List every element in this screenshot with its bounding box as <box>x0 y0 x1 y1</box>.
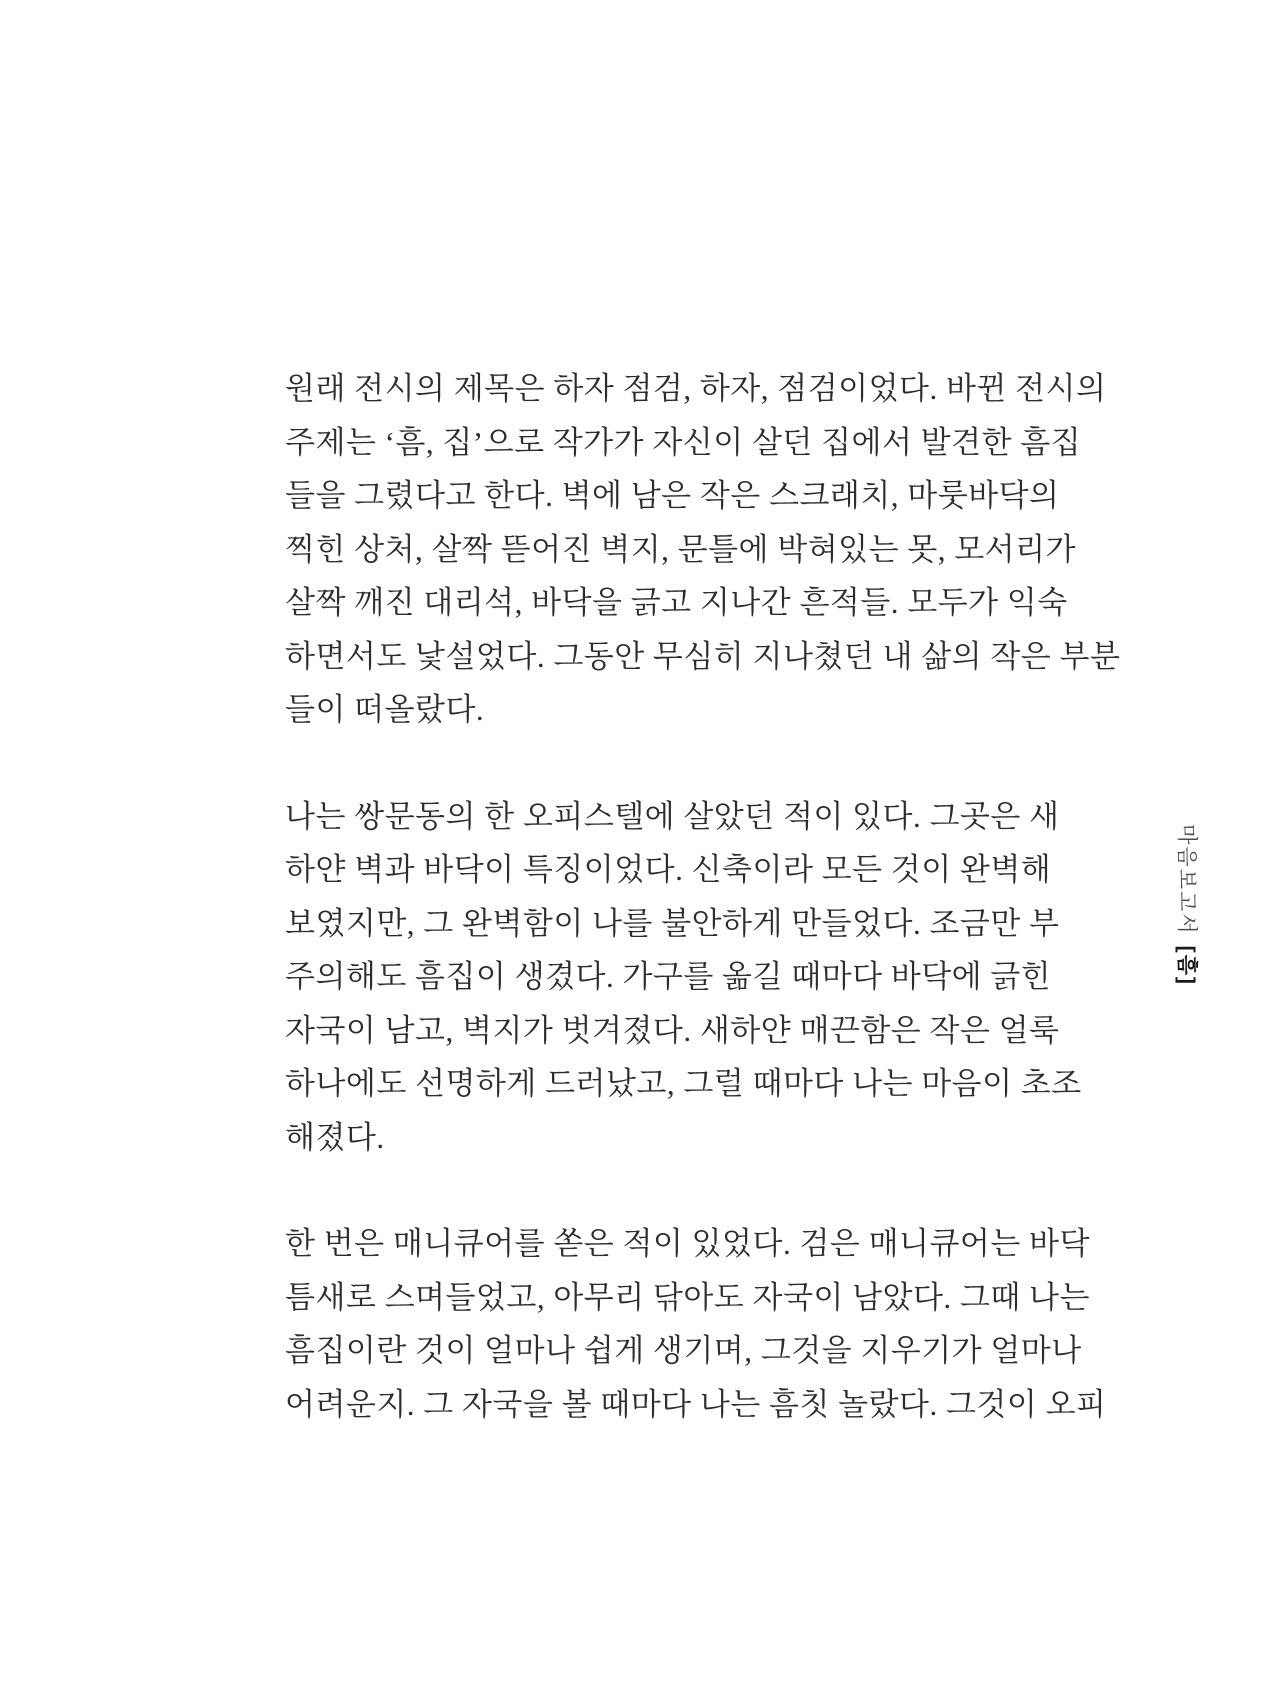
text-line: 어려운지. 그 자국을 볼 때마다 나는 흠칫 놀랐다. 그것이 오피 <box>285 1386 1107 1422</box>
text-line: 들을 그렸다고 한다. 벽에 남은 작은 스크래치, 마룻바닥의 <box>285 478 1060 513</box>
text-line: 한 번은 매니큐어를 쏟은 적이 있었다. 검은 매니큐어는 바닥 <box>285 1226 1090 1261</box>
text-line: 주의해도 흠집이 생겼다. 가구를 옮길 때마다 바닥에 긁힌 <box>285 959 1052 994</box>
text-line: 원래 전시의 제목은 하자 점검, 하자, 점검이었다. 바뀐 전시의 <box>285 371 1107 406</box>
text-line: 하나에도 선명하게 드러났고, 그럴 때마다 나는 마음이 초조 <box>285 1066 1082 1101</box>
essay-body <box>285 362 1121 1484</box>
paragraph <box>285 790 1082 1165</box>
text-line: 들이 떠올랐다. <box>285 692 485 727</box>
text-line: 하면서도 낯설었다. 그동안 무심히 지나쳤던 내 삶의 작은 부분 <box>285 638 1121 674</box>
text-line: 찍힌 상처, 살짝 뜯어진 벽지, 문틀에 박혀있는 못, 모서리가 <box>285 531 1077 567</box>
text-line: 하얀 벽과 바닥이 특징이었다. 신축이라 모든 것이 완벽해 <box>285 852 1052 887</box>
text-line: 살짝 깨진 대리석, 바닥을 긁고 지나간 흔적들. 모두가 익숙 <box>285 585 1068 620</box>
paragraph <box>285 362 1121 737</box>
text-line: 주제는 ‘흠, 집’으로 작가가 자신이 살던 집에서 발견한 흠집 <box>285 424 1082 460</box>
paragraph <box>285 1217 1107 1431</box>
text-line: 나는 쌍문동의 한 오피스텔에 살았던 적이 있다. 그곳은 새 <box>285 798 1060 834</box>
spine-tag: [흠] <box>1175 945 1198 986</box>
text-line: 해졌다. <box>285 1119 385 1155</box>
spine-label <box>1173 824 1203 986</box>
text-line: 보였지만, 그 완벽함이 나를 불안하게 만들었다. 조금만 부 <box>285 905 1060 941</box>
text-line: 틈새로 스며들었고, 아무리 닦아도 자국이 남았다. 그때 나는 <box>285 1279 1090 1315</box>
spine-title: 마음보고서 <box>1175 824 1198 936</box>
text-line: 자국이 남고, 벽지가 벗겨졌다. 새하얀 매끈함은 작은 얼룩 <box>285 1012 1060 1048</box>
text-line: 흠집이란 것이 얼마나 쉽게 생기며, 그것을 지우기가 얼마나 <box>285 1333 1082 1368</box>
